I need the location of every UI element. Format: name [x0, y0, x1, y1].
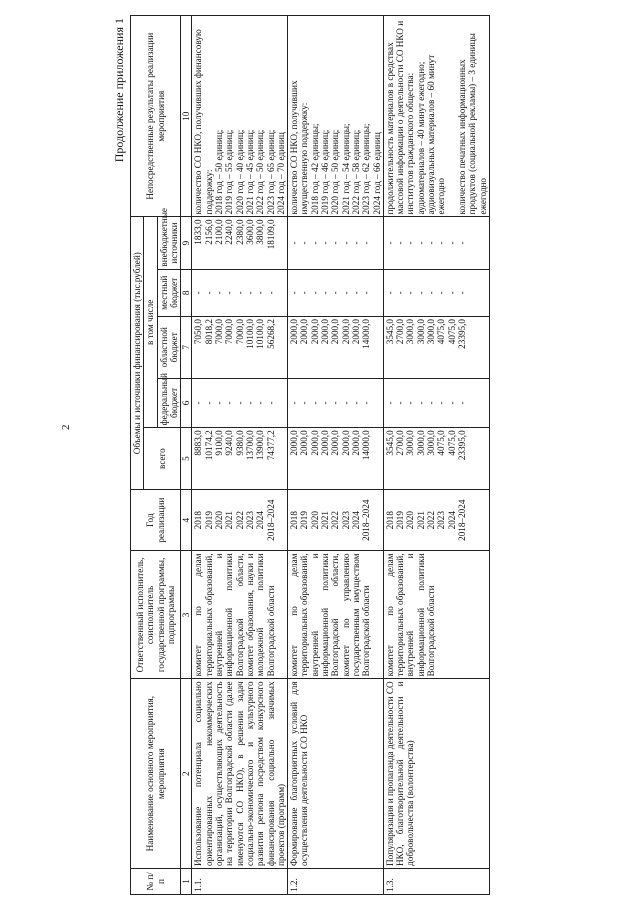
header-reg: областной бюджет: [157, 316, 181, 378]
header-result: Непосредственные результаты реализации мероприятия: [131, 16, 181, 217]
row-fed: - - - - - - - -: [192, 378, 288, 428]
row-loc: - - - - - - - -: [192, 269, 288, 316]
row-resp: комитет по делам территориальных образований, внутренней и информационной политики Волгоградской области, комитет по управлению государственным имуществом Волгоградской области: [288, 551, 384, 679]
row-no: 1.3.: [383, 868, 489, 894]
index-cell: 2: [181, 679, 192, 869]
row-years: 2018 2019 2020 2021 2022 2023 2024 2018–2024: [383, 489, 489, 551]
header-total: всего: [144, 428, 181, 490]
table-row: [383, 16, 489, 895]
row-resp: комитет по делам территориальных образований, внутренней и информационной политики Волгоградской области, комитет образования, науки и молодежной политики Волгоградской области: [192, 551, 288, 679]
header-resp: Ответственный исполнитель, соисполнитель государственной программы, подпрограммы: [131, 551, 181, 679]
row-total: 3545,0 2700,0 3000,0 3000,0 3000,0 4075,0 4075,0 23395,0: [383, 428, 489, 490]
index-cell: 7: [181, 316, 192, 378]
header-year: Год реализации: [131, 489, 181, 551]
index-cell: 3: [181, 551, 192, 679]
row-years: 2018 2019 2020 2021 2022 2023 2024 2018–2024: [192, 489, 288, 551]
header-incl: в том числе: [144, 217, 157, 428]
row-name: Формирование благоприятных условий для осуществления деятельности СО НКО: [288, 679, 384, 869]
index-cell: 8: [181, 269, 192, 316]
header-extra: внебюджетные источники: [157, 217, 181, 269]
index-cell: 1: [181, 868, 192, 894]
row-name: Популяризация и пропаганда деятельности СО НКО, благотворительной деятельности и добровольчества (волонтерства): [383, 679, 489, 869]
index-cell: 10: [181, 16, 192, 217]
row-total: 2000,0 2000,0 2000,0 2000,0 2000,0 2000,0 2000,0 14000,0: [288, 428, 384, 490]
index-cell: 6: [181, 378, 192, 428]
row-no: 1.2.: [288, 868, 384, 894]
table-row: [192, 16, 288, 895]
row-fed: - - - - - - - -: [383, 378, 489, 428]
header-funding: Объемы и источники финансирования (тыс.рублей): [131, 217, 144, 489]
row-loc: - - - - - - - -: [383, 269, 489, 316]
row-reg: 2000,0 2000,0 2000,0 2000,0 2000,0 2000,0 2000,0 14000,0: [288, 316, 384, 378]
row-result: количество СО НКО, получивших имущественную поддержку: 2018 год – 42 единицы; 2019 год – 46 единиц; 2020 год – 50 единиц; 2021 год – 54 единицы; 2022 год – 58 единиц; 2023 год – 62 единицы; 2024 год – 66 единиц: [288, 16, 384, 217]
rotated-sheet: [110, 0, 640, 905]
program-table: [130, 15, 490, 895]
row-name: Использование потенциала социально ориентированных некоммерческих организаций, осуществляющих деятельность на территории Волгоградской области (далее именуются СО НКО), в решении задач социально-экономического и культурного развития региона посредством конкурсного финансирования социально значимых проектов (программ): [192, 679, 288, 869]
header-no: № п/п: [131, 868, 181, 894]
row-fed: - - - - - - - -: [288, 378, 384, 428]
row-years: 2018 2019 2020 2021 2022 2023 2024 2018–2024: [288, 489, 384, 551]
index-row: [181, 16, 192, 895]
index-cell: 4: [181, 489, 192, 551]
header-name: Наименование основного мероприятия, мероприятия: [131, 679, 181, 869]
row-total: 8883,0 10174,2 9100,0 9240,0 9380,0 13700,0 13900,0 74377,2: [192, 428, 288, 490]
row-loc: - - - - - - - -: [288, 269, 384, 316]
row-reg: 7050,0 8018,2 7000,0 7000,0 7000,0 10100,0 10100,0 56268,2: [192, 316, 288, 378]
header-loc: местный бюджет: [157, 269, 181, 316]
row-extra: - - - - - - - -: [383, 217, 489, 269]
row-result: продолжительность материалов в средствах массовой информации о деятельности СО НКО и институтов гражданского общества: аудиоматериалов – 40 минут ежегодно; аудиовизуальных материалов – 60 минут ежегодно количество печатных информационных продуктов (социальной рекламы) – 3 единицы ежегодно: [383, 16, 489, 217]
row-reg: 3545,0 2700,0 3000,0 3000,0 3000,0 4075,0 4075,0 23395,0: [383, 316, 489, 378]
row-resp: комитет по делам территориальных образований, внутренней и информационной политики Волгоградской области: [383, 551, 489, 679]
row-result: количество СО НКО, получивших финансовую поддержку: 2018 год – 50 единиц; 2019 год – 55 единиц; 2020 год – 40 единиц; 2021 год – 45 единиц; 2022 год – 50 единиц; 2023 год – 65 единиц; 2024 год – 70 единиц: [192, 16, 288, 217]
index-cell: 9: [181, 217, 192, 269]
row-extra: - - - - - - - -: [288, 217, 384, 269]
row-extra: 1833,0 2156,0 2100,0 2240,0 2380,0 3600,0 3800,0 18109,0: [192, 217, 288, 269]
page-number: 2: [60, 424, 72, 430]
index-cell: 5: [181, 428, 192, 490]
continuation-label: Продолжение приложения 1: [112, 18, 126, 163]
table-row: [288, 16, 384, 895]
row-no: 1.1.: [192, 868, 288, 894]
header-fed: федеральный бюджет: [157, 378, 181, 428]
